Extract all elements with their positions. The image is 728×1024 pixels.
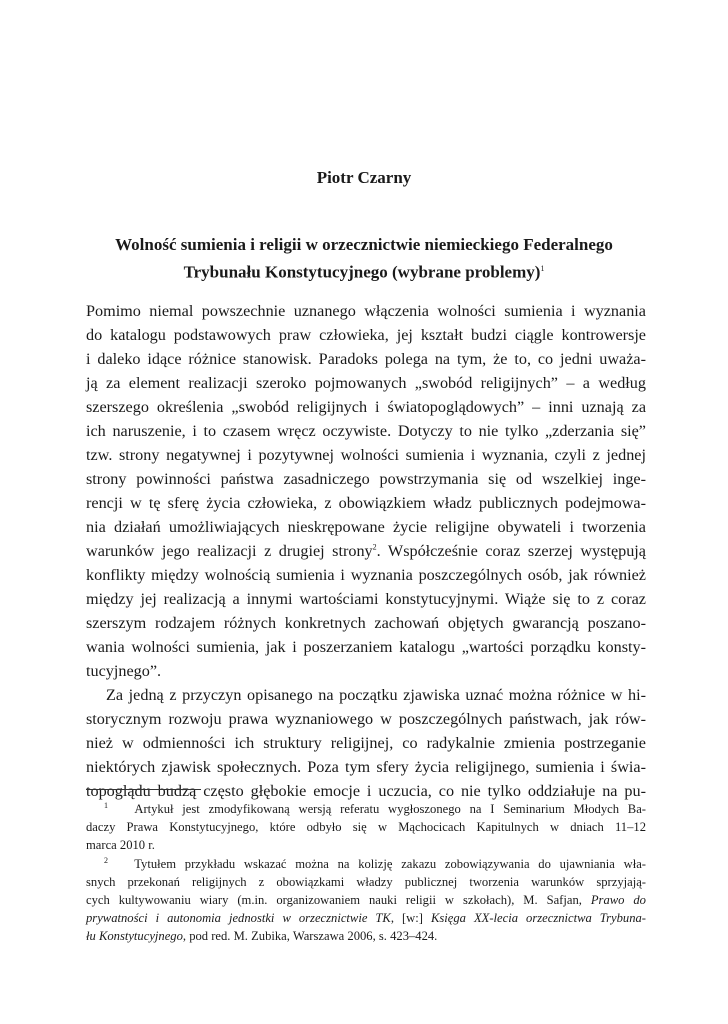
title-line-2-text: Trybunału Konstytucyjnego (wybrane problemy) (183, 262, 541, 282)
body-line-19: nież w odmienności ich struktury religijnej, co radykalnie zmienia postrzeganie (86, 734, 646, 752)
footnote-2-mark: 2 (104, 855, 108, 865)
footnote-2-italic-5: łu Konstytucyjnego (86, 929, 183, 943)
footnote-2-line-5 (86, 927, 646, 945)
author-name: Piotr Czarny (316, 168, 412, 187)
footnote-2-text-5: , pod red. M. Zubika, Warszawa 2006, s. 423–424. (182, 929, 438, 943)
footnote-2-line-4 (86, 909, 646, 927)
title-line-1: Wolność sumienia i religii w orzecznictwie niemieckiego Federalnego (115, 235, 613, 254)
body-line-14: szerszym rodzajem różnych konkretnych zachowań objętych gwarancją poszano- (86, 614, 646, 632)
body-line-2: do katalogu podstawowych praw człowieka, jej kształt budzi ciągle kontrowersje (86, 326, 646, 344)
body-line-1: Pomimo niemal powszechnie uznanego włączenia wolności sumienia i wyznania (86, 302, 646, 320)
footnote-2-line-1 (104, 855, 646, 873)
footnote-separator (86, 789, 201, 790)
body-line-12: konflikty między wolnością sumienia i wyznania poszczególnych osób, jak również (86, 566, 646, 584)
article-title (60, 233, 668, 285)
footnote-2-italic-3: Prawo do (590, 893, 646, 907)
title-footnote-ref: 1 (540, 264, 545, 273)
footnote-ref-2: 2 (372, 542, 377, 552)
body-line-10: nia działań umożliwiających nieskrępowane życie religijne obywateli i tworzenia (86, 518, 646, 536)
footnote-2-line-2: snych przekonań religijnych z obowiązkami władzy publicznej tworzenia warunków sprzyjają- (86, 875, 646, 889)
body-line-18: storycznym rozwoju prawa wyznaniowego w poszczególnych państwach, jak rów- (86, 710, 646, 728)
body-line-20: niektórych zjawisk społecznych. Poza tym sfery życia religijnego, sumienia i świa- (86, 758, 646, 776)
footnote-2-italic-4b: Księga XX-lecia orzecznictwa Trybuna- (430, 911, 646, 925)
body-line-9: rencji w tę sferę życia człowieka, z obowiązkiem władz publicznych podejmowa- (86, 494, 646, 512)
body-line-21: topoglądu budzą często głębokie emocje i uczucia, co nie tylko oddziałuje na pu- (86, 782, 646, 800)
body-line-13: między jej realizacją a innymi wartościami konstytucyjnymi. Wiąże się to z coraz (86, 590, 646, 608)
title-line-2 (60, 257, 668, 285)
body-line-5: szerszego określenia „swobód religijnych i światopoglądowych” – inni uznają za (86, 398, 646, 416)
footnote-2-text-3: cych kultywowaniu wiary (m.in. organizowaniem nauki religii w szkołach), M. Safjan, (86, 893, 582, 907)
footnote-2-text-4: , [w:] (390, 911, 423, 925)
footnote-2-italic-4a: prywatności i autonomia jednostki w orzecznictwie TK (86, 911, 391, 925)
footnote-2-text-1: Tytułem przykładu wskazać można na kolizję zakazu zobowiązywania do ujawniania wła- (134, 857, 646, 871)
body-line-11-tail: . Współcześnie coraz szerzej występują (376, 542, 646, 560)
body-line-16: tucyjnego”. (86, 662, 162, 680)
body-line-4: ją za element realizacji szeroko pojmowanych „swobód religijnych” – a według (86, 374, 646, 392)
footnote-1-line-2: daczy Prawa Konstytucyjnego, które odbyło się w Mąchocicach Kapitulnych w dniach 11–12 (86, 820, 646, 834)
body-line-15: wania wolności sumienia, jak i poszerzaniem katalogu „wartości porządku konsty- (86, 638, 646, 656)
body-line-17: Za jedną z przyczyn opisanego na początku zjawiska uznać można różnice w hi- (106, 686, 646, 704)
body-line-11 (86, 539, 646, 563)
footnote-2-line-3 (86, 891, 646, 909)
body-line-3: i daleko idące różnice stanowisk. Paradoks polega na tym, że to, co jedni uważa- (86, 350, 646, 368)
body-line-8: strony powinności państwa zasadniczego powstrzymania się od wszelkiej inge- (86, 470, 646, 488)
footnote-1-line-1 (104, 800, 646, 818)
body-line-6: ich naruszenie, i to czasem wręcz oczywiste. Dotyczy to nie tylko „zderzania się” (86, 422, 646, 440)
body-line-11-text: warunków jego realizacji z drugiej strony (86, 542, 373, 560)
footnote-1-text-1: Artykuł jest zmodyfikowaną wersją referatu wygłoszonego na I Seminarium Młodych Ba- (134, 802, 646, 816)
footnote-1-mark: 1 (104, 800, 108, 810)
body-line-7: tzw. strony negatywnej i pozytywnej wolności sumienia i wyznania, czyli z jednej (86, 446, 646, 464)
footnote-1-line-3: marca 2010 r. (86, 838, 155, 852)
